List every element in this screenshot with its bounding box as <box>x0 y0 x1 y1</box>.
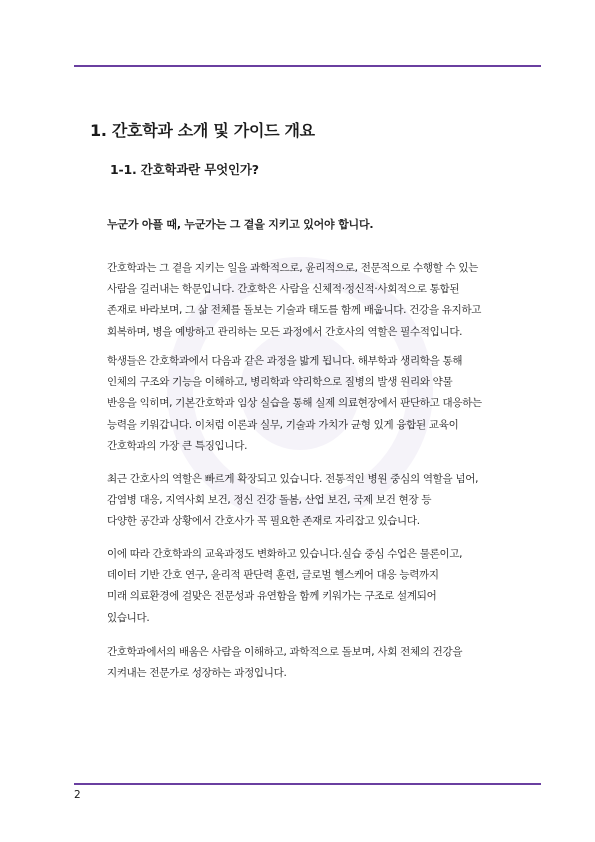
paragraph <box>107 351 567 457</box>
paragraph-line: 데이터 기반 간호 연구, 윤리적 판단력 훈련, 글로벌 헬스케어 대응 능력까지 <box>107 569 439 582</box>
paragraph-line: 간호학과는 그 곁을 지키는 일을 과학적으로, 윤리적으로, 전문적으로 수행할 수 있는 <box>107 262 479 274</box>
paragraph-line: 다양한 공간과 상황에서 간호사가 꼭 필요한 존재로 자리잡고 있습니다. <box>107 515 420 528</box>
paragraph-line: 있습니다. <box>107 611 150 624</box>
paragraph-line: 지켜내는 전문가로 성장하는 과정입니다. <box>107 667 287 680</box>
paragraph-line: 간호학과의 가장 큰 특징입니다. <box>107 439 248 452</box>
paragraph-line: 최근 간호사의 역할은 빠르게 확장되고 있습니다. 전통적인 병원 중심의 역할을 넘어, <box>107 473 479 485</box>
paragraph <box>107 544 567 629</box>
lead-sentence: 누군가 아플 때, 누군가는 그 곁을 지키고 있어야 합니다. <box>107 218 374 231</box>
paragraph <box>107 642 567 684</box>
paragraph-line: 학생들은 간호학과에서 다음과 같은 과정을 밟게 됩니다. 해부학과 생리학을 통해 <box>107 355 463 367</box>
paragraph <box>107 258 567 343</box>
paragraph-line: 인체의 구조와 기능을 이해하고, 병리학과 약리학으로 질병의 발생 원리와 약물 <box>107 376 453 389</box>
paragraph-line: 회복하며, 병을 예방하고 관리하는 모든 과정에서 간호사의 역할은 필수적입니다. <box>107 325 463 338</box>
paragraph-line: 감염병 대응, 지역사회 보건, 정신 건강 돌봄, 산업 보건, 국제 보건 현장 등 <box>107 494 432 507</box>
paragraph-line: 사람을 길러내는 학문입니다. 간호학은 사람을 신체적·정신적·사회적으로 통합된 <box>107 283 460 296</box>
paragraph-line: 반응을 익히며, 기본간호학과 임상 실습을 통해 실제 의료현장에서 판단하고 대응하는 <box>107 397 482 410</box>
paragraph-line: 이에 따라 간호학과의 교육과정도 변화하고 있습니다.실습 중심 수업은 물론이고, <box>107 548 463 560</box>
header-rule <box>74 65 541 67</box>
subsection-title: 1-1. 간호학과란 무엇인가? <box>110 162 259 177</box>
paragraph-line: 능력을 키워갑니다. 이처럼 이론과 실무, 기술과 가치가 균형 있게 융합된 교육이 <box>107 418 459 431</box>
section-title: 1. 간호학과 소개 및 가이드 개요 <box>90 121 315 140</box>
footer-rule <box>74 783 541 785</box>
paragraph-line: 존재로 바라보며, 그 삶 전체를 돌보는 기술과 태도를 함께 배웁니다. 건강을 유지하고 <box>107 304 482 317</box>
page-number: 2 <box>74 789 81 801</box>
paragraph-line: 미래 의료환경에 걸맞은 전문성과 유연함을 함께 키워가는 구조로 설계되어 <box>107 590 437 603</box>
paragraph-line: 간호학과에서의 배움은 사람을 이해하고, 과학적으로 돌보며, 사회 전체의 건강을 <box>107 646 463 658</box>
paragraph <box>107 469 567 533</box>
